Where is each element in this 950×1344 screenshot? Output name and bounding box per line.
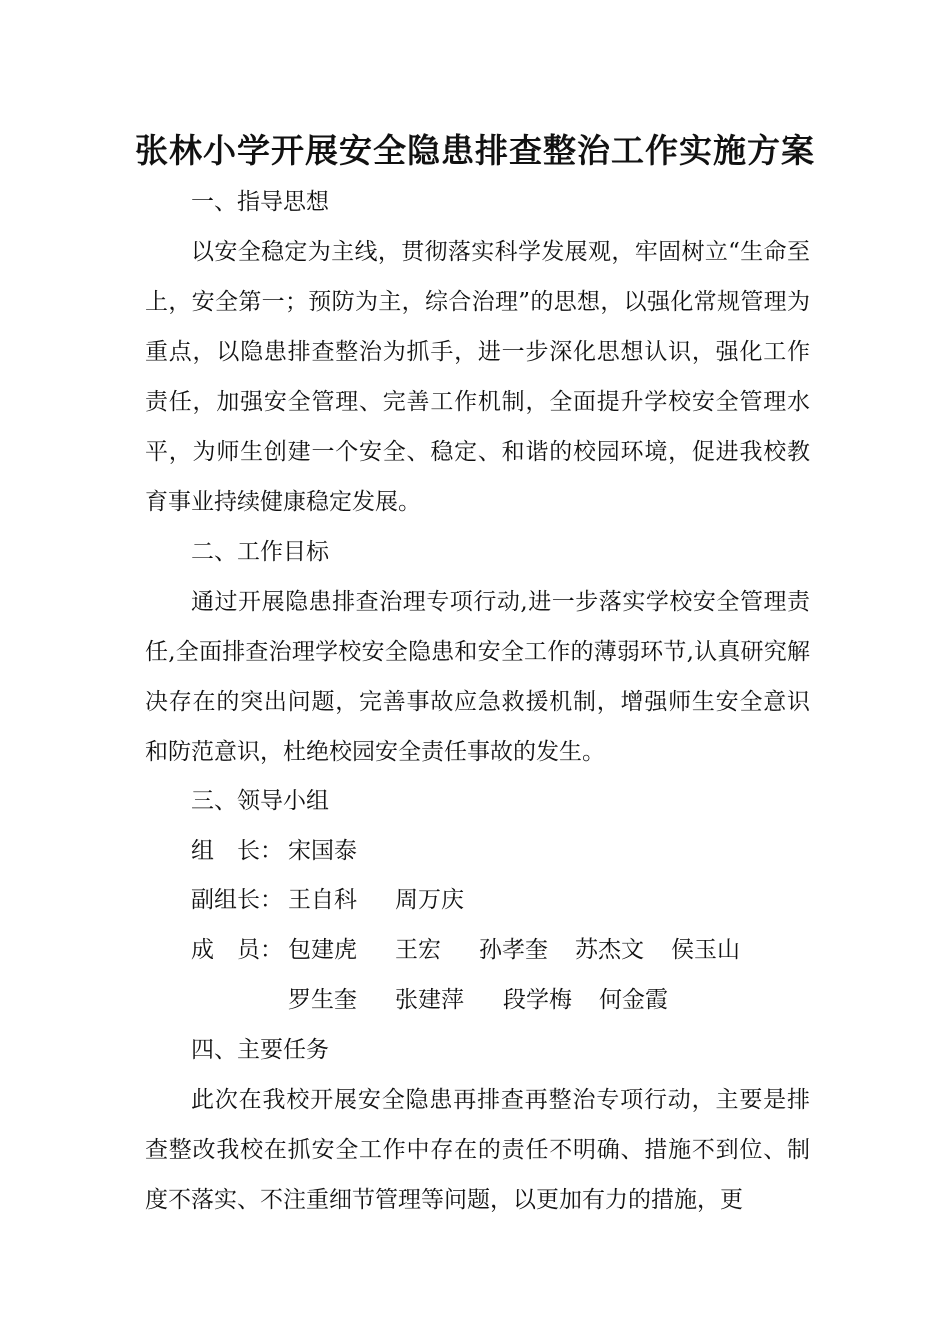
section-heading-leadership-group: 三、领导小组 xyxy=(191,788,329,814)
section-body-guiding-ideology: 以安全稳定为主线，贯彻落实科学发展观，牢固树立“生命至上，安全第一；预防为主，综合治理”的思想，以强化常规管理为重点，以隐患排查整治为抓手，进一步深化思想认识，强化工作责任，加强安全管理、完善工作机制，全面提升学校安全管理水平，为师生创建一个安全、稳定、和谐的校园环境，促进我校教育事业持续健康稳定发展。 xyxy=(145,239,810,515)
member-name: 何金霞 xyxy=(599,987,668,1013)
document-title: 张林小学开展安全隐患排查整治工作实施方案 xyxy=(135,131,815,170)
section-body-work-goals: 通过开展隐患排查治理专项行动,进一步落实学校安全管理责任,全面排查治理学校安全隐患和安全工作的薄弱环节,认真研究解决存在的突出问题，完善事故应急救援机制，增强师生安全意识和防范意识，杜绝校园安全责任事故的发生。 xyxy=(145,589,810,765)
member-name: 段学梅 xyxy=(503,987,572,1013)
member-name: 孙孝奎 xyxy=(479,937,548,963)
deputy-label: 副组长： xyxy=(191,887,283,913)
member-name: 侯玉山 xyxy=(671,937,740,963)
deputy-row xyxy=(191,875,811,925)
member-name: 包建虎 xyxy=(288,937,357,963)
section-body-main-tasks: 此次在我校开展安全隐患再排查再整治专项行动，主要是排查整改我校在抓安全工作中存在的责任不明确、措施不到位、制度不落实、不注重细节管理等问题，以更加有力的措施，更 xyxy=(145,1087,810,1213)
deputy-name: 周万庆 xyxy=(395,887,464,913)
members-row-2 xyxy=(191,975,811,1025)
section-heading-work-goals: 二、工作目标 xyxy=(191,539,329,565)
members-row xyxy=(191,925,811,975)
member-name: 王宏 xyxy=(395,937,441,963)
section-heading-guiding-ideology: 一、指导思想 xyxy=(191,189,329,215)
member-name: 罗生奎 xyxy=(288,987,357,1013)
members-label: 成 员： xyxy=(191,937,283,963)
deputy-name: 王自科 xyxy=(288,887,357,913)
section-heading-main-tasks: 四、主要任务 xyxy=(191,1037,329,1063)
member-name: 张建萍 xyxy=(395,987,464,1013)
leader-label: 组 长： xyxy=(191,838,283,864)
member-name: 苏杰文 xyxy=(575,937,644,963)
leader-name: 宋国泰 xyxy=(288,838,357,864)
leader-row xyxy=(191,826,811,876)
